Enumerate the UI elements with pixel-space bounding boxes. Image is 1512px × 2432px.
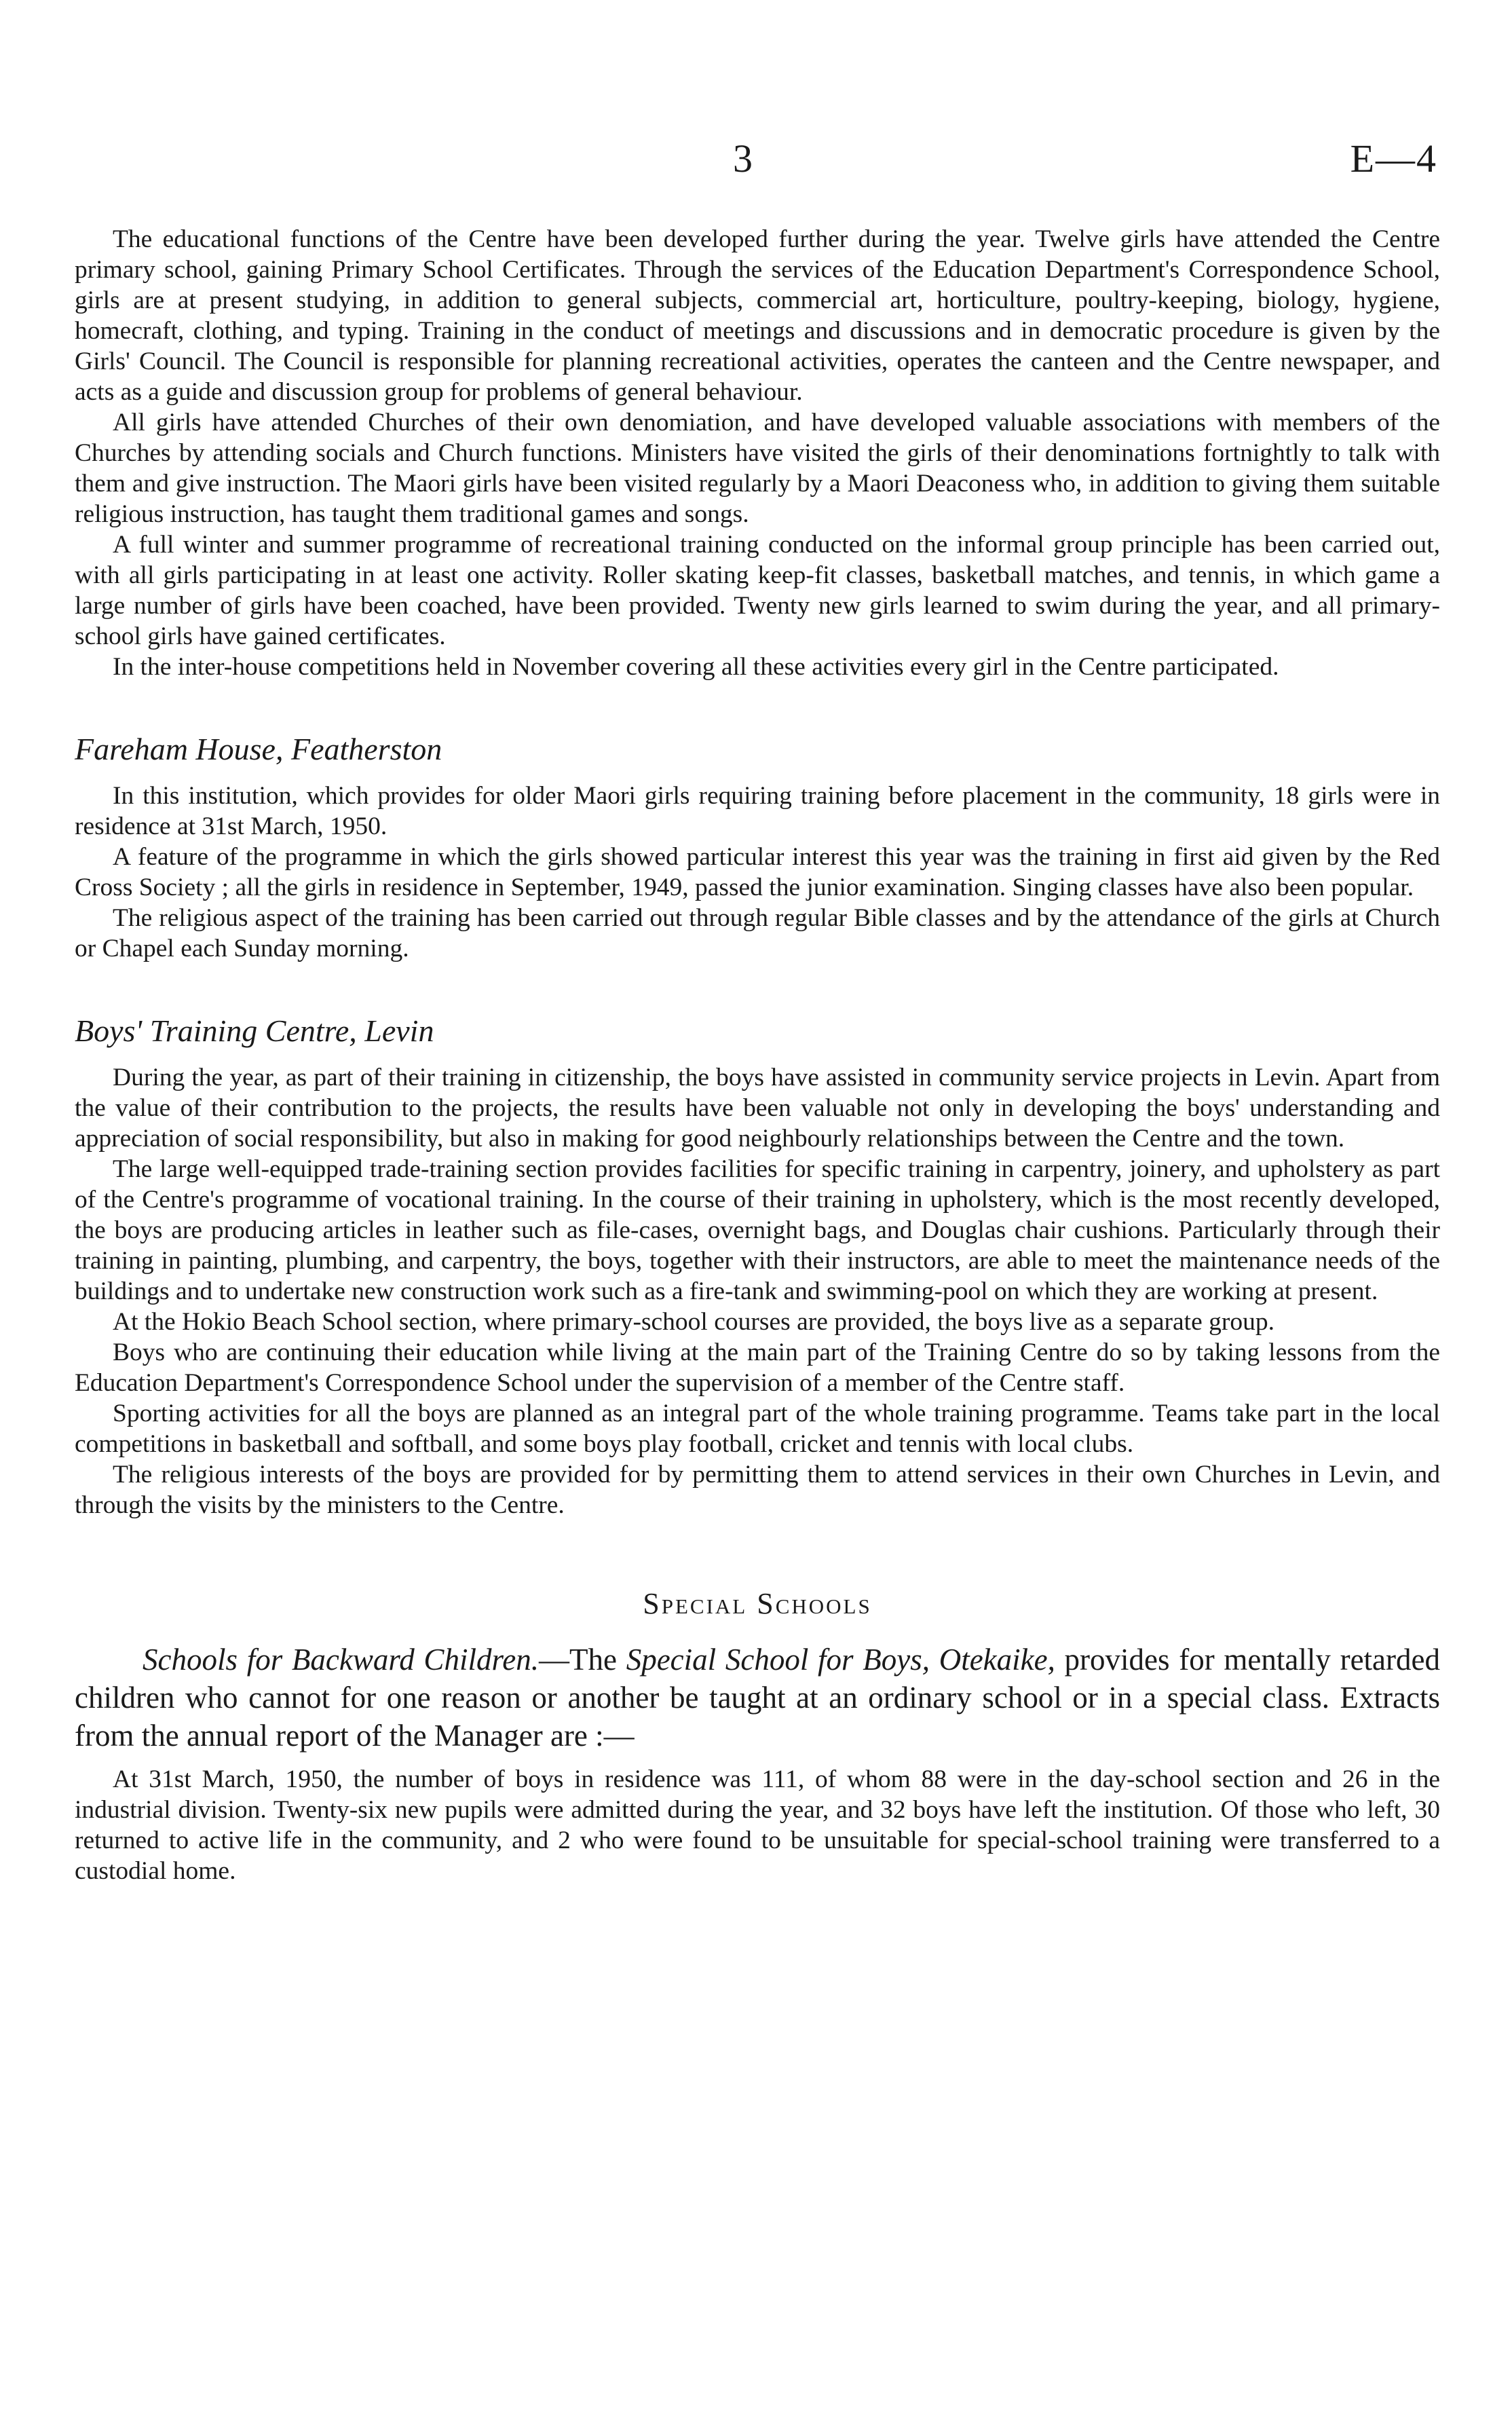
dash-text: —The <box>539 1643 626 1677</box>
paragraph: The religious aspect of the training has been carried out through regular Bible classes and by the attendance of the girls at Church or Chapel each Sunday morning. <box>75 904 1440 962</box>
section-heading-special-schools: Special Schools <box>643 1587 872 1620</box>
paragraph: A full winter and summer programme of recreational training conducted on the informal group principle has been carried out, with all girls participating in at least one activity. Roller skating keep-fit classes, basketball matches, and tennis, in which game a large number of girls have been coached, have been provided. Twenty new girls learned to swim during the year, and all primary-school girls have gained certificates. <box>75 531 1440 650</box>
paragraph: Boys who are continuing their education while living at the main part of the Training Centre do so by taking lessons from the Education Department's Correspondence School under the supervision of a member of the Centre staff. <box>75 1339 1440 1397</box>
page-header <box>0 136 1512 183</box>
paragraph: At 31st March, 1950, the number of boys in residence was 111, of whom 88 were in the day-school section and 26 in the industrial division. Twenty-six new pupils were admitted during the year, and 32 boys have left the institution. Of those who left, 30 returned to active life in the community, and 2 who were found to be unsuitable for special-school training were transferred to a custodial home. <box>75 1765 1440 1885</box>
paragraph: The educational functions of the Centre have been developed further during the year. Twelve girls have attended the Centre primary school, gaining Primary School Certificates. Through the services of the Education Department's Correspondence School, girls are at present studying, in addition to general subjects, commercial art, horticulture, poultry-keeping, biology, hygiene, homecraft, clothing, and typing. Training in the conduct of meetings and discussions and in democratic procedure is given by the Girls' Council. The Council is responsible for planning recreational activities, operates the canteen and the Centre newspaper, and acts as a guide and discussion group for problems of general behaviour. <box>75 225 1440 406</box>
paragraph: A feature of the programme in which the girls showed particular interest this year was the training in first aid given by the Red Cross Society ; all the girls in residence in September, 1949, passed the junior examination. Singing classes have also been popular. <box>75 843 1440 901</box>
subheading-backward-children: Schools for Backward Children. <box>143 1643 540 1677</box>
paragraph: During the year, as part of their training in citizenship, the boys have assisted in community service projects in Levin. Apart from the value of their contribution to the projects, the results have been valuable not only in developing the boys' understanding and appreciation of social responsibility, but also in making for good neighbourly relationships between the Centre and the town. <box>75 1064 1440 1153</box>
paragraph: In this institution, which provides for older Maori girls requiring training before placement in the community, 18 girls were in residence at 31st March, 1950. <box>75 782 1440 840</box>
document-reference: E—4 <box>1350 136 1437 181</box>
document-body <box>75 224 1440 1886</box>
paragraph: All girls have attended Churches of their own denomiation, and have developed valuable associations with members of the Churches by attending socials and Church functions. Ministers have visited the girls of their denominations fortnightly to talk with them and give instruction. The Maori girls have been visited regularly by a Maori Deaconess who, in addition to giving them suitable religious instruction, has taught them traditional games and songs. <box>75 409 1440 528</box>
paragraph: Sporting activities for all the boys are planned as an integral part of the whole training programme. Teams take part in the local competitions in basketball and softball, and some boys play football, cricket and tennis with local clubs. <box>75 1400 1440 1458</box>
paragraph: The large well-equipped trade-training section provides facilities for specific training in carpentry, joinery, and upholstery as part of the Centre's programme of vocational training. In the course of their training in upholstery, which is the most recently developed, the boys are producing articles in leather such as file-cases, overnight bags, and Douglas chair cushions. Particularly through their training in painting, plumbing, and carpentry, the boys, together with their instructors, are able to meet the maintenance needs of the buildings and to undertake new construction work such as a fire-tank and swimming-pool on which they are working at present. <box>75 1155 1440 1305</box>
paragraph: At the Hokio Beach School section, where primary-school courses are provided, the boys live as a separate group. <box>113 1308 1274 1336</box>
section-heading-fareham: Fareham House, Featherston <box>75 732 442 766</box>
paragraph: In the inter-house competitions held in November covering all these activities every girl in the Centre participated. <box>113 653 1279 681</box>
intro-text: provides for mentally retarded children who cannot for one reason or another be taught at an ordinary school or in a special class. Extracts from the annual report of the Manager are :— <box>75 1643 1440 1753</box>
section-heading-levin: Boys' Training Centre, Levin <box>75 1013 434 1048</box>
school-name: Special School for Boys, Otekaike, <box>626 1643 1055 1677</box>
paragraph: The religious interests of the boys are provided for by permitting them to attend services in their own Churches in Levin, and through the visits by the ministers to the Centre. <box>75 1461 1440 1519</box>
page-number: 3 <box>733 136 753 181</box>
special-schools-intro <box>75 1641 1440 1755</box>
